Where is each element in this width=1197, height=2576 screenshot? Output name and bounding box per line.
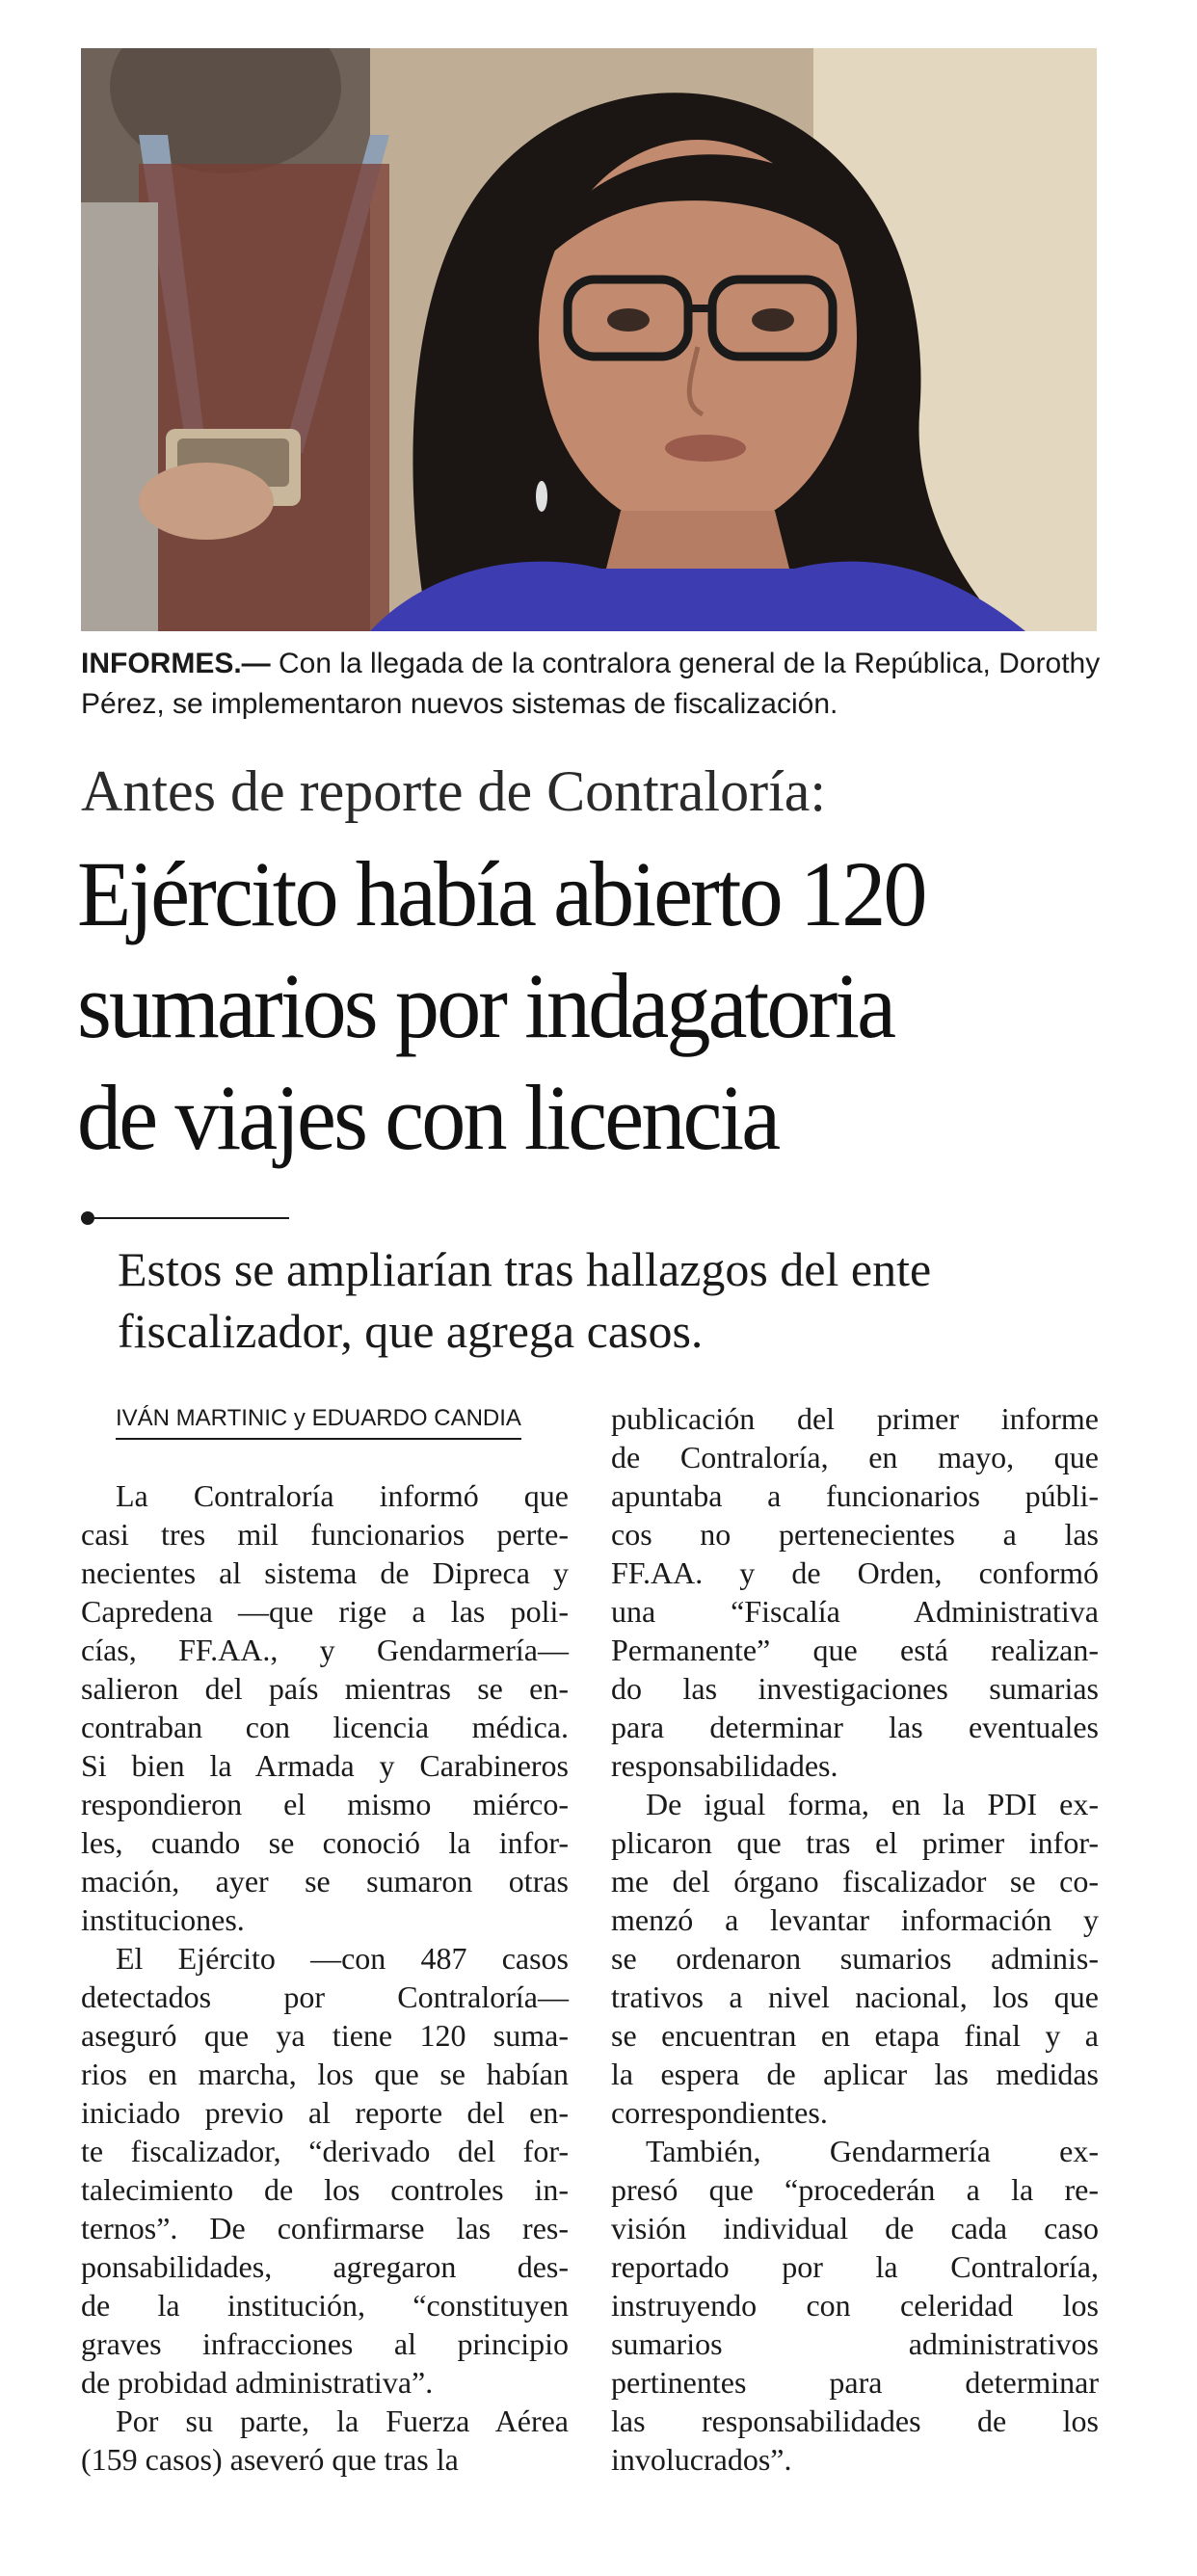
article-line: salieron del país mientras se en- bbox=[81, 1671, 569, 1706]
article-line: Capredena —que rige a las poli- bbox=[81, 1594, 569, 1629]
article-line: graves infracciones al principio bbox=[81, 2326, 569, 2361]
article-line: responsabilidades. bbox=[611, 1748, 838, 1783]
divider-rule bbox=[81, 1217, 289, 1219]
caption-kicker: INFORMES.— bbox=[81, 648, 271, 679]
subhead-line: Estos se ampliarían tras hallazgos del ente bbox=[118, 1242, 932, 1296]
article-photo bbox=[81, 48, 1097, 631]
pre-title: Antes de reporte de Contraloría: bbox=[81, 759, 827, 823]
article-column-left bbox=[81, 1476, 569, 2479]
article-line: de Contraloría, en mayo, que bbox=[611, 1440, 1099, 1474]
article-line: cías, FF.AA., y Gendarmería— bbox=[81, 1633, 569, 1667]
article-line: sumarios administrativos bbox=[611, 2326, 1099, 2361]
article-line: talecimiento de los controles in- bbox=[81, 2172, 569, 2207]
article-line: FF.AA. y de Orden, conformó bbox=[611, 1555, 1099, 1590]
article-line: te fiscalizador, “derivado del for- bbox=[81, 2134, 569, 2168]
article-line: correspondientes. bbox=[611, 2095, 828, 2130]
article-line: También, Gendarmería ex- bbox=[646, 2134, 1099, 2168]
photo-caption bbox=[81, 644, 1103, 725]
article-line: La Contraloría informó que bbox=[116, 1478, 569, 1513]
article-line: se ordenaron sumarios adminis- bbox=[611, 1941, 1099, 1976]
headline-line: sumarios por indagatoria bbox=[77, 954, 894, 1057]
article-line: visión individual de cada caso bbox=[611, 2211, 1099, 2245]
article-line: respondieron el mismo miérco- bbox=[81, 1787, 569, 1821]
article-line: mación, ayer se sumaron otras bbox=[81, 1864, 569, 1899]
article-line: publicación del primer informe bbox=[611, 1401, 1099, 1436]
article-line: De igual forma, en la PDI ex- bbox=[646, 1787, 1099, 1821]
article-line: iniciado previo al reporte del en- bbox=[81, 2095, 569, 2130]
article-line: una “Fiscalía Administrativa bbox=[611, 1594, 1099, 1629]
article-line: de la institución, “constituyen bbox=[81, 2288, 569, 2323]
article-line: necientes al sistema de Dipreca y bbox=[81, 1555, 569, 1590]
subhead bbox=[118, 1238, 1110, 1362]
article-line: plicaron que tras el primer infor- bbox=[611, 1825, 1099, 1860]
article-line: do las investigaciones sumarias bbox=[611, 1671, 1099, 1706]
article-line: menzó a levantar información y bbox=[611, 1902, 1099, 1937]
article-line: Permanente” que está realizan- bbox=[611, 1633, 1099, 1667]
byline: IVÁN MARTINIC y EDUARDO CANDIA bbox=[116, 1403, 521, 1440]
article-line: apuntaba a funcionarios públi- bbox=[611, 1478, 1099, 1513]
article-line: la espera de aplicar las medidas bbox=[611, 2057, 1099, 2091]
article-line: me del órgano fiscalizador se co- bbox=[611, 1864, 1099, 1899]
article-line: reportado por la Contraloría, bbox=[611, 2249, 1099, 2284]
article-line: detectados por Contraloría— bbox=[81, 1979, 569, 2014]
caption-text: Con la llegada de la contralora general de la República, Dorothy Pérez, se implementaron nuevos sistemas de fiscalización. bbox=[81, 648, 1101, 720]
article-line: de probidad administrativa”. bbox=[81, 2365, 434, 2400]
article-column-right bbox=[611, 1399, 1099, 2479]
article-line: las responsabilidades de los bbox=[611, 2403, 1099, 2438]
article-line: les, cuando se conoció la infor- bbox=[81, 1825, 569, 1860]
article-line: El Ejército —con 487 casos bbox=[116, 1941, 569, 1976]
article-line: cos no pertenecientes a las bbox=[611, 1517, 1099, 1552]
article-line: Por su parte, la Fuerza Aérea bbox=[116, 2403, 569, 2438]
article-line: instruyendo con celeridad los bbox=[611, 2288, 1099, 2323]
article-line: instituciones. bbox=[81, 1902, 245, 1937]
article-line: contraban con licencia médica. bbox=[81, 1710, 569, 1744]
portrait-illustration bbox=[81, 48, 1097, 631]
headline-line: Ejército había abierto 120 bbox=[77, 842, 925, 945]
article-line: presó que “procederán a la re- bbox=[611, 2172, 1099, 2207]
article-line: Si bien la Armada y Carabineros bbox=[81, 1748, 569, 1783]
article-line: ponsabilidades, agregaron des- bbox=[81, 2249, 569, 2284]
article-line: casi tres mil funcionarios perte- bbox=[81, 1517, 569, 1552]
article-line: pertinentes para determinar bbox=[611, 2365, 1099, 2400]
subhead-line: fiscalizador, que agrega casos. bbox=[118, 1304, 704, 1358]
article-line: involucrados”. bbox=[611, 2442, 792, 2477]
article-line: para determinar las eventuales bbox=[611, 1710, 1099, 1744]
divider-dot bbox=[81, 1211, 94, 1225]
article-line: trativos a nivel nacional, los que bbox=[611, 1979, 1099, 2014]
article-line: aseguró que ya tiene 120 suma- bbox=[81, 2018, 569, 2053]
article-line: (159 casos) aseveró que tras la bbox=[81, 2442, 459, 2477]
article-line: ternos”. De confirmarse las res- bbox=[81, 2211, 569, 2245]
headline bbox=[77, 838, 1095, 1174]
article-line: rios en marcha, los que se habían bbox=[81, 2057, 569, 2091]
headline-line: de viajes con licencia bbox=[77, 1066, 779, 1169]
article-line: se encuentran en etapa final y a bbox=[611, 2018, 1099, 2053]
